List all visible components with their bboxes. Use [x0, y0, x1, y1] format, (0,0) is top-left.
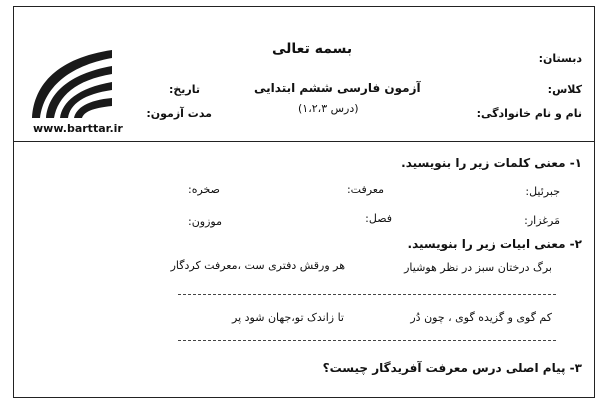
class-label: کلاس: [547, 83, 582, 96]
exam-title: آزمون فارسی ششم ابتدایی [254, 81, 421, 95]
q1-word-6: موزون: [188, 215, 222, 228]
q2-title: ۲- معنی ابیات زیر را بنویسید. [407, 237, 582, 251]
answer-line-1 [178, 294, 556, 295]
q2-verse1-second: هر ورقش دفتری ست ،معرفت کردگار [170, 259, 345, 272]
q1-word-3: صخره: [188, 183, 220, 196]
basmala: بسمه تعالی [272, 41, 353, 57]
q1-title: ۱- معنی کلمات زیر را بنویسید. [401, 156, 582, 170]
school-label: دبستان: [538, 52, 582, 65]
q1-word-1: جبرئیل: [525, 185, 560, 198]
q1-word-4: مَرغزار: [524, 214, 560, 227]
q2-verse2-first: کم گوی و گزیده گوی ، چون دُر [410, 311, 552, 324]
q2-verse2-second: تا زاندک تو،جهان شود پر [232, 311, 344, 324]
q1-word-2: معرفت: [346, 183, 384, 196]
q3-title: ۳- پیام اصلی درس معرفت آفریدگار چیست؟ [322, 361, 582, 375]
answer-line-2 [178, 340, 556, 341]
q1-word-5: فصل: [365, 212, 392, 225]
q2-verse1-first: برگ درختان سبز در نظر هوشیار [404, 261, 552, 274]
website-text: www.barttar.ir [33, 122, 123, 135]
date-label: تاریخ: [168, 83, 200, 96]
lessons-range: (درس ۱،۲،۳) [298, 102, 359, 115]
duration-label: مدت آزمون: [146, 107, 212, 120]
logo-icon [28, 44, 114, 120]
header-divider [13, 141, 595, 142]
name-label: نام و نام خانوادگی: [476, 107, 582, 120]
